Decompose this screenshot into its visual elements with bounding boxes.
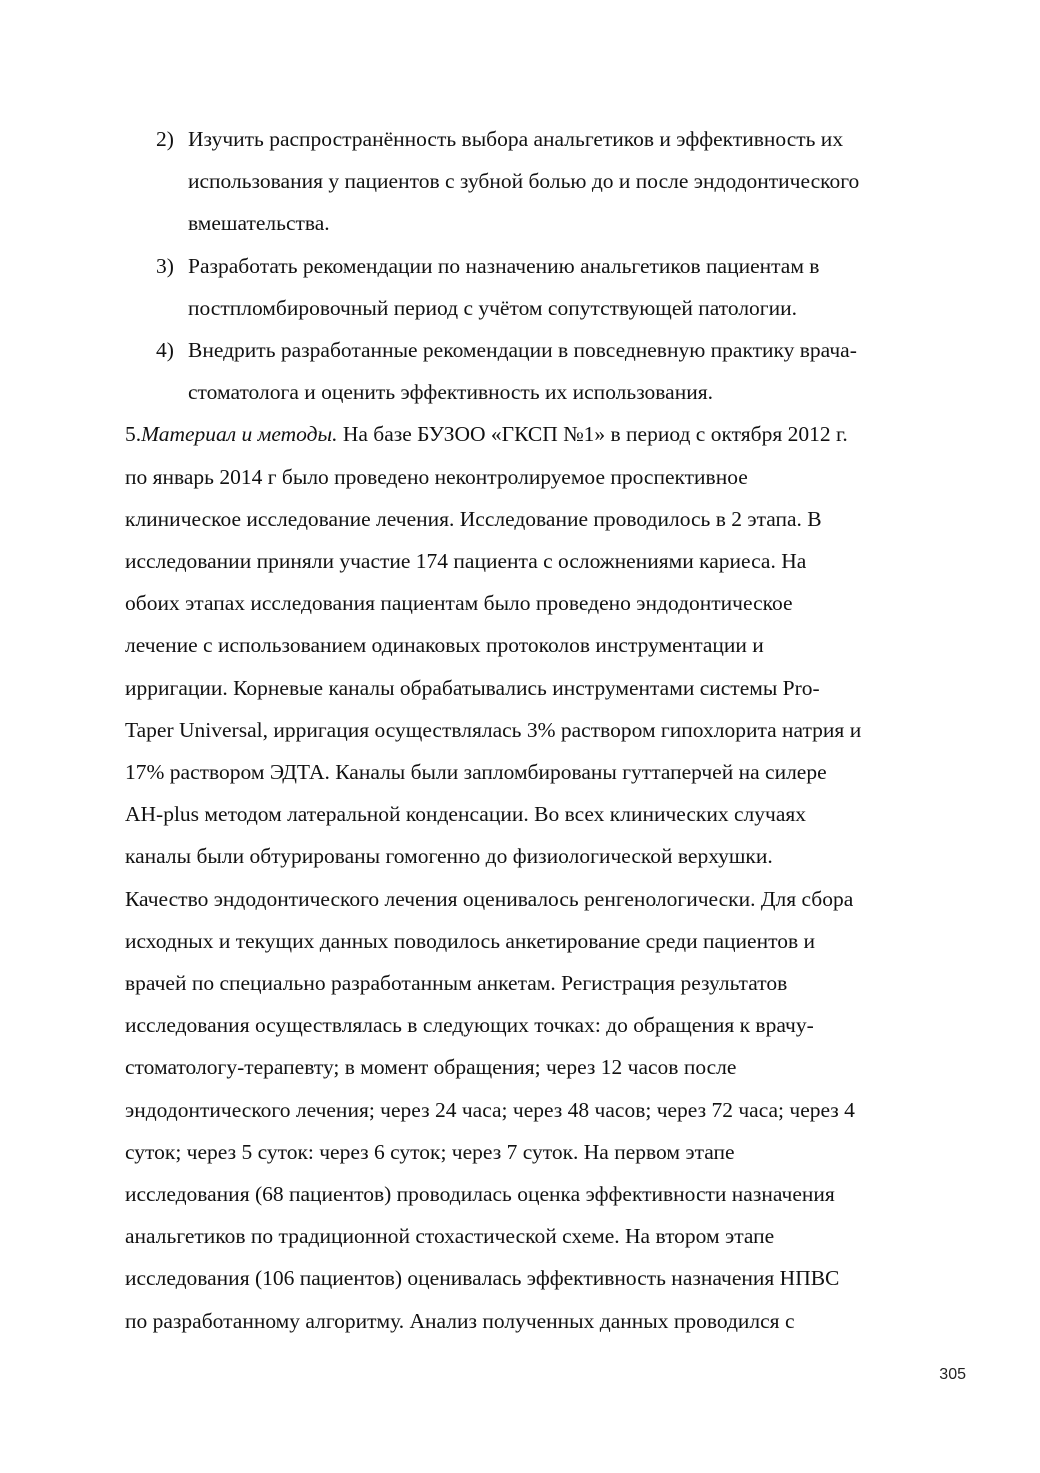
list-item-number: 2)	[156, 127, 174, 151]
list-item	[125, 329, 967, 413]
paragraph-line: суток; через 5 суток: через 6 суток; через 7 суток. На первом этапе	[125, 1139, 735, 1164]
list-item-line: использования у пациентов с зубной болью до и после эндодонтического	[188, 169, 860, 194]
paragraph-line: врачей по специально разработанным анкетам. Регистрация результатов	[125, 971, 788, 996]
paragraph-line: Качество эндодонтического лечения оценивалось ренгенологически. Для сбора	[125, 886, 854, 911]
list-item-number: 4)	[156, 338, 174, 363]
paragraph-line: по январь 2014 г было проведено неконтролируемое проспективное	[125, 464, 748, 489]
paragraph-line: лечение с использованием одинаковых протоколов инструментации и	[125, 633, 764, 658]
paragraph-line: эндодонтического лечения; через 24 часа; через 48 часов; через 72 часа; через 4	[125, 1097, 855, 1122]
page-number: 305	[939, 1366, 966, 1383]
paragraph-line: исходных и текущих данных поводилось анкетирование среди пациентов и	[125, 928, 815, 953]
paragraph-line: Taper Universal, ирригация осуществлялась 3% раствором гипохлорита натрия и	[125, 717, 862, 742]
list-item	[125, 118, 967, 245]
list-item-line: Внедрить разработанные рекомендации в повседневную практику врача-	[188, 338, 857, 363]
list-item-line: Разработать рекомендации по назначению анальгетиков пациентам в	[188, 253, 820, 278]
list-item-line: Изучить распространённость выбора анальгетиков и эффективность их	[188, 127, 844, 151]
paragraph-line: 17% раствором ЭДТА. Каналы были запломбированы гуттаперчей на силере	[125, 760, 827, 785]
paragraph-line: каналы были обтурированы гомогенно до физиологической верхушки.	[125, 844, 773, 869]
list-item-number: 3)	[156, 253, 174, 278]
page-content	[125, 118, 967, 1342]
paragraph-line: исследования (106 пациентов) оценивалась эффективность назначения НПВС	[125, 1266, 840, 1291]
list-item-line: стоматолога и оценить эффективность их использования.	[188, 380, 713, 405]
list-item-line: вмешательства.	[188, 211, 330, 236]
paragraph-line: обоих этапах исследования пациентам было проведено эндодонтическое	[125, 591, 793, 616]
paragraph-line: по разработанному алгоритму. Анализ полученных данных проводился с	[125, 1308, 795, 1333]
list-item	[125, 245, 967, 329]
section-first-line-text: На базе БУЗОО «ГКСП №1» в период с октября 2012 г.	[337, 422, 848, 447]
paragraph-line: исследования (68 пациентов) проводилась оценка эффективности назначения	[125, 1182, 835, 1207]
paragraph-line: исследовании приняли участие 174 пациента с осложнениями кариеса. На	[125, 549, 807, 574]
list-item-line: постпломбировочный период с учётом сопутствующей патологии.	[188, 295, 798, 320]
methods-paragraph	[125, 413, 967, 1341]
paragraph-line: исследования осуществлялась в следующих точках: до обращения к врачу-	[125, 1013, 814, 1038]
section-number: 5.	[125, 422, 142, 447]
paragraph-line: AH-plus методом латеральной конденсации. Во всех клинических случаях	[125, 802, 806, 827]
paragraph-line: клиническое исследование лечения. Исследование проводилось в 2 этапа. В	[125, 506, 822, 531]
paragraph-line: анальгетиков по традиционной стохастической схеме. На втором этапе	[125, 1224, 775, 1249]
methods-first-line	[125, 413, 967, 455]
paragraph-line: ирригации. Корневые каналы обрабатывались инструментами системы Pro-	[125, 675, 820, 700]
section-title: Материал и методы.	[141, 422, 338, 447]
paragraph-line: стоматологу-терапевту; в момент обращения; через 12 часов после	[125, 1055, 737, 1080]
objectives-list	[125, 118, 967, 413]
